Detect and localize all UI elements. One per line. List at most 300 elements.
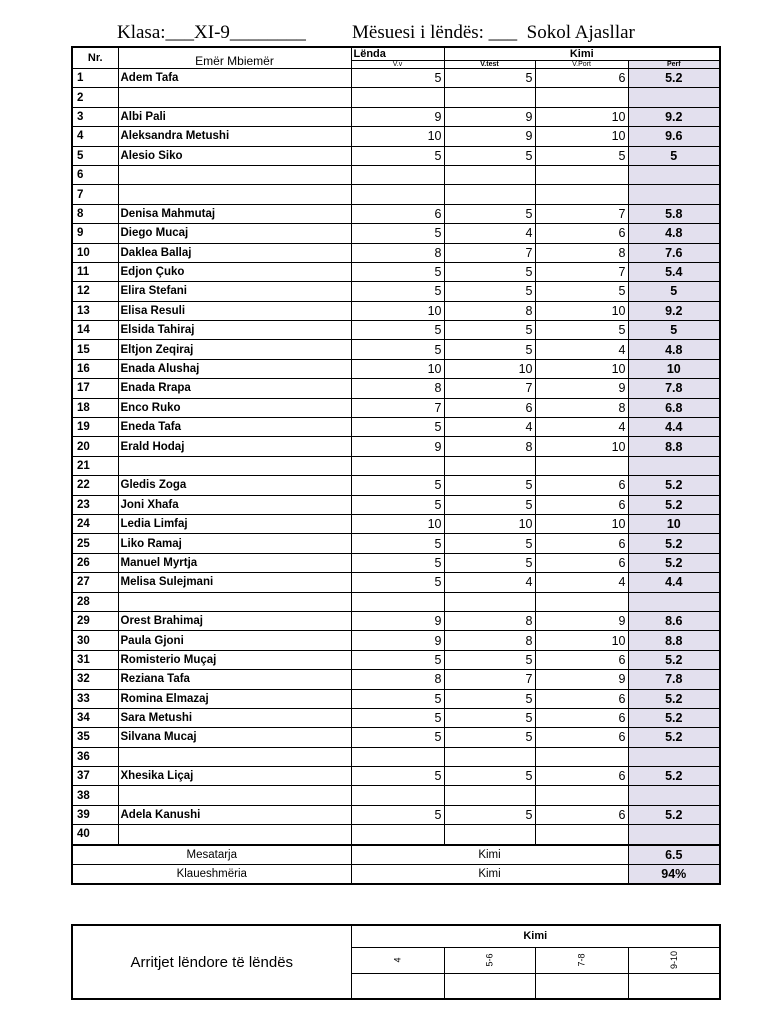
grade-vv: 5 xyxy=(351,573,444,592)
table-row xyxy=(72,282,720,301)
table-row xyxy=(72,476,720,495)
grade-vport xyxy=(535,88,628,107)
student-name: Enco Ruko xyxy=(118,398,351,417)
grade-vport: 6 xyxy=(535,689,628,708)
grade-vtest: 5 xyxy=(444,650,535,669)
student-number: 39 xyxy=(72,805,118,824)
grade-vtest xyxy=(444,88,535,107)
grade-vtest xyxy=(444,786,535,805)
grade-vtest: 7 xyxy=(444,379,535,398)
nr-header: Nr. xyxy=(72,47,118,69)
grade-vtest: 5 xyxy=(444,708,535,727)
grade-vtest xyxy=(444,456,535,475)
grade-vtest: 4 xyxy=(444,573,535,592)
grade-vport: 6 xyxy=(535,224,628,243)
student-number: 37 xyxy=(72,767,118,786)
grade-perf xyxy=(628,747,720,766)
student-name: Edjon Çuko xyxy=(118,262,351,281)
grade-perf: 8.8 xyxy=(628,437,720,456)
student-number: 5 xyxy=(72,146,118,165)
summary-value: 94% xyxy=(628,865,720,885)
student-number: 33 xyxy=(72,689,118,708)
grade-vv: 8 xyxy=(351,379,444,398)
summary-label: Mesatarja xyxy=(72,845,351,865)
grade-vv: 5 xyxy=(351,282,444,301)
grade-perf xyxy=(628,185,720,204)
student-number: 34 xyxy=(72,708,118,727)
grade-perf: 8.6 xyxy=(628,611,720,630)
student-name xyxy=(118,456,351,475)
student-number: 2 xyxy=(72,88,118,107)
student-name: Denisa Mahmutaj xyxy=(118,204,351,223)
grade-vtest: 5 xyxy=(444,553,535,572)
student-name: Enada Rrapa xyxy=(118,379,351,398)
student-number: 32 xyxy=(72,670,118,689)
grade-vport: 6 xyxy=(535,728,628,747)
grade-vtest: 10 xyxy=(444,359,535,378)
achievements-title: Arritjet lëndore të lëndës xyxy=(72,925,351,999)
student-number: 36 xyxy=(72,747,118,766)
student-number: 40 xyxy=(72,825,118,845)
table-row xyxy=(72,127,720,146)
student-number: 6 xyxy=(72,165,118,184)
grade-vport: 10 xyxy=(535,107,628,126)
student-name: Xhesika Liçaj xyxy=(118,767,351,786)
table-row xyxy=(72,224,720,243)
grade-vport xyxy=(535,456,628,475)
grade-vport: 9 xyxy=(535,379,628,398)
grade-perf: 5 xyxy=(628,282,720,301)
student-name: Diego Mucaj xyxy=(118,224,351,243)
lenda-header: Lënda xyxy=(351,47,444,61)
student-number: 9 xyxy=(72,224,118,243)
grade-perf: 9.6 xyxy=(628,127,720,146)
student-name: Silvana Mucaj xyxy=(118,728,351,747)
grade-vv: 9 xyxy=(351,631,444,650)
grades-table xyxy=(71,46,721,885)
grade-vtest: 5 xyxy=(444,495,535,514)
grade-perf: 5 xyxy=(628,146,720,165)
student-name: Elsida Tahiraj xyxy=(118,321,351,340)
grade-vtest: 9 xyxy=(444,127,535,146)
grade-perf: 5.2 xyxy=(628,728,720,747)
grade-vport: 6 xyxy=(535,553,628,572)
subject-header: Kimi xyxy=(444,47,720,61)
grade-vtest xyxy=(444,165,535,184)
grade-perf: 5.2 xyxy=(628,553,720,572)
table-row xyxy=(72,379,720,398)
grade-vport: 10 xyxy=(535,359,628,378)
grade-vv: 8 xyxy=(351,670,444,689)
grade-vv: 9 xyxy=(351,611,444,630)
student-name: Daklea Ballaj xyxy=(118,243,351,262)
level-4: 4 xyxy=(351,947,444,973)
level-7-8: 7-8 xyxy=(535,947,628,973)
grade-vtest: 8 xyxy=(444,301,535,320)
student-name: Erald Hodaj xyxy=(118,437,351,456)
grade-vport: 5 xyxy=(535,282,628,301)
grade-vport: 8 xyxy=(535,398,628,417)
student-name: Aleksandra Metushi xyxy=(118,127,351,146)
grade-perf: 4.4 xyxy=(628,573,720,592)
student-number: 11 xyxy=(72,262,118,281)
table-row xyxy=(72,185,720,204)
grade-vport: 5 xyxy=(535,146,628,165)
table-row xyxy=(72,398,720,417)
grade-perf: 5.2 xyxy=(628,534,720,553)
student-name: Adem Tafa xyxy=(118,69,351,88)
student-number: 18 xyxy=(72,398,118,417)
student-name xyxy=(118,88,351,107)
grade-vport xyxy=(535,825,628,845)
grade-perf xyxy=(628,165,720,184)
grade-vtest: 5 xyxy=(444,476,535,495)
table-row xyxy=(72,321,720,340)
grade-vport xyxy=(535,185,628,204)
student-number: 16 xyxy=(72,359,118,378)
grade-vport: 7 xyxy=(535,262,628,281)
grade-vport: 8 xyxy=(535,243,628,262)
student-number: 1 xyxy=(72,69,118,88)
student-name: Eneda Tafa xyxy=(118,418,351,437)
student-name xyxy=(118,747,351,766)
col-vtest-header: V.test xyxy=(444,61,535,69)
grade-vport: 6 xyxy=(535,767,628,786)
grade-vv: 5 xyxy=(351,69,444,88)
student-number: 30 xyxy=(72,631,118,650)
grade-perf: 4.8 xyxy=(628,224,720,243)
grade-vtest: 4 xyxy=(444,418,535,437)
summary-label: Klaueshmëria xyxy=(72,865,351,885)
grade-vtest: 5 xyxy=(444,204,535,223)
student-name: Romisterio Muçaj xyxy=(118,650,351,669)
table-row xyxy=(72,165,720,184)
grade-perf: 5.2 xyxy=(628,708,720,727)
table-row xyxy=(72,359,720,378)
table-row xyxy=(72,650,720,669)
grade-vv: 5 xyxy=(351,224,444,243)
student-name: Melisa Sulejmani xyxy=(118,573,351,592)
grade-vv: 5 xyxy=(351,650,444,669)
grade-vport: 6 xyxy=(535,708,628,727)
student-name: Adela Kanushi xyxy=(118,805,351,824)
grade-perf: 5.2 xyxy=(628,495,720,514)
table-row xyxy=(72,262,720,281)
grade-perf xyxy=(628,456,720,475)
student-number: 28 xyxy=(72,592,118,611)
grade-vport: 6 xyxy=(535,650,628,669)
table-row xyxy=(72,340,720,359)
summary-subject: Kimi xyxy=(351,845,628,865)
achievements-subject: Kimi xyxy=(351,925,720,947)
achievements-table xyxy=(71,924,721,1000)
grade-perf: 4.4 xyxy=(628,418,720,437)
grade-vtest: 6 xyxy=(444,398,535,417)
grade-vtest xyxy=(444,592,535,611)
grade-perf: 5.2 xyxy=(628,689,720,708)
grade-vv xyxy=(351,165,444,184)
col-perf-header: Perf xyxy=(628,61,720,69)
grade-perf: 5.8 xyxy=(628,204,720,223)
grade-vv: 5 xyxy=(351,262,444,281)
grade-vv: 8 xyxy=(351,243,444,262)
table-row xyxy=(72,631,720,650)
student-name: Alesio Siko xyxy=(118,146,351,165)
summary-row xyxy=(72,865,720,885)
grade-vport xyxy=(535,786,628,805)
table-row xyxy=(72,747,720,766)
grade-perf: 7.6 xyxy=(628,243,720,262)
level-7-8-value xyxy=(535,973,628,999)
grade-vtest: 5 xyxy=(444,282,535,301)
grade-vport: 9 xyxy=(535,670,628,689)
grade-vv: 7 xyxy=(351,398,444,417)
table-row xyxy=(72,611,720,630)
grade-vtest: 8 xyxy=(444,611,535,630)
teacher-label: Mësuesi i lëndës: ___ Sokol Ajasllar xyxy=(352,22,635,43)
grade-vport: 10 xyxy=(535,437,628,456)
grade-vport: 7 xyxy=(535,204,628,223)
table-row xyxy=(72,69,720,88)
table-row xyxy=(72,88,720,107)
grade-vport: 9 xyxy=(535,611,628,630)
table-row xyxy=(72,495,720,514)
student-name xyxy=(118,165,351,184)
level-5-6: 5-6 xyxy=(444,947,535,973)
grade-vv: 5 xyxy=(351,689,444,708)
grade-perf: 5.2 xyxy=(628,69,720,88)
grade-vv: 5 xyxy=(351,805,444,824)
student-number: 8 xyxy=(72,204,118,223)
grade-perf xyxy=(628,592,720,611)
grade-vport: 10 xyxy=(535,301,628,320)
grade-perf: 5.2 xyxy=(628,650,720,669)
grade-vv xyxy=(351,747,444,766)
table-row xyxy=(72,437,720,456)
student-name: Reziana Tafa xyxy=(118,670,351,689)
grade-perf: 5.4 xyxy=(628,262,720,281)
grade-vtest: 8 xyxy=(444,437,535,456)
student-name: Elira Stefani xyxy=(118,282,351,301)
col-vport-header: V.Port xyxy=(535,61,628,69)
student-number: 22 xyxy=(72,476,118,495)
grade-vv xyxy=(351,825,444,845)
grade-vv: 5 xyxy=(351,321,444,340)
grade-vv: 10 xyxy=(351,301,444,320)
table-row xyxy=(72,107,720,126)
student-name: Elisa Resuli xyxy=(118,301,351,320)
table-row xyxy=(72,243,720,262)
student-name: Manuel Myrtja xyxy=(118,553,351,572)
grade-perf xyxy=(628,825,720,845)
table-row xyxy=(72,146,720,165)
grade-perf: 8.8 xyxy=(628,631,720,650)
grade-vv: 5 xyxy=(351,553,444,572)
student-number: 38 xyxy=(72,786,118,805)
grade-vport: 6 xyxy=(535,69,628,88)
grade-vv xyxy=(351,185,444,204)
student-name: Gledis Zoga xyxy=(118,476,351,495)
grade-vv: 5 xyxy=(351,418,444,437)
student-name: Ledia Limfaj xyxy=(118,514,351,533)
grade-vport: 4 xyxy=(535,418,628,437)
grade-vtest: 5 xyxy=(444,321,535,340)
grade-vport: 10 xyxy=(535,514,628,533)
table-row xyxy=(72,786,720,805)
col-vv-header: V.v xyxy=(351,61,444,69)
grade-vv xyxy=(351,456,444,475)
table-row xyxy=(72,553,720,572)
student-number: 4 xyxy=(72,127,118,146)
student-number: 21 xyxy=(72,456,118,475)
student-name: Albi Pali xyxy=(118,107,351,126)
grade-vv: 10 xyxy=(351,127,444,146)
grade-vtest: 4 xyxy=(444,224,535,243)
student-name: Joni Xhafa xyxy=(118,495,351,514)
grade-perf: 6.8 xyxy=(628,398,720,417)
grade-vport xyxy=(535,592,628,611)
table-row xyxy=(72,456,720,475)
student-number: 15 xyxy=(72,340,118,359)
grade-vtest: 5 xyxy=(444,805,535,824)
student-name: Enada Alushaj xyxy=(118,359,351,378)
grade-vv: 5 xyxy=(351,495,444,514)
grade-vtest: 10 xyxy=(444,514,535,533)
table-row xyxy=(72,573,720,592)
grade-vtest: 5 xyxy=(444,262,535,281)
grade-vtest: 8 xyxy=(444,631,535,650)
summary-value: 6.5 xyxy=(628,845,720,865)
grade-perf xyxy=(628,88,720,107)
level-9-10: 9-10 xyxy=(628,947,720,973)
grade-vport: 10 xyxy=(535,127,628,146)
grade-perf: 9.2 xyxy=(628,107,720,126)
table-row xyxy=(72,728,720,747)
student-name xyxy=(118,185,351,204)
student-number: 26 xyxy=(72,553,118,572)
student-number: 20 xyxy=(72,437,118,456)
grade-vport: 6 xyxy=(535,476,628,495)
grade-vv: 9 xyxy=(351,437,444,456)
grade-vport: 6 xyxy=(535,534,628,553)
table-row xyxy=(72,670,720,689)
student-number: 13 xyxy=(72,301,118,320)
summary-row xyxy=(72,845,720,865)
class-label: Klasa:___XI-9________ xyxy=(117,22,306,43)
grade-vv: 6 xyxy=(351,204,444,223)
student-number: 23 xyxy=(72,495,118,514)
name-header: Emër Mbiemër xyxy=(118,47,351,69)
grade-vv: 5 xyxy=(351,708,444,727)
student-name xyxy=(118,786,351,805)
grade-vtest xyxy=(444,747,535,766)
student-name: Paula Gjoni xyxy=(118,631,351,650)
grade-perf: 7.8 xyxy=(628,379,720,398)
grade-vport: 5 xyxy=(535,321,628,340)
grade-vv xyxy=(351,592,444,611)
grade-vv: 9 xyxy=(351,107,444,126)
student-number: 25 xyxy=(72,534,118,553)
grade-vtest xyxy=(444,825,535,845)
grade-vv: 5 xyxy=(351,728,444,747)
student-number: 10 xyxy=(72,243,118,262)
table-row xyxy=(72,767,720,786)
grade-perf: 5.2 xyxy=(628,767,720,786)
grade-vv: 5 xyxy=(351,146,444,165)
student-name: Sara Metushi xyxy=(118,708,351,727)
grade-vtest: 7 xyxy=(444,243,535,262)
grade-vport: 10 xyxy=(535,631,628,650)
student-number: 29 xyxy=(72,611,118,630)
student-number: 19 xyxy=(72,418,118,437)
grade-perf: 10 xyxy=(628,514,720,533)
grade-vport: 6 xyxy=(535,495,628,514)
table-row xyxy=(72,689,720,708)
table-row xyxy=(72,825,720,845)
grade-perf: 4.8 xyxy=(628,340,720,359)
grade-vtest: 9 xyxy=(444,107,535,126)
student-number: 27 xyxy=(72,573,118,592)
grade-vtest xyxy=(444,185,535,204)
summary-subject: Kimi xyxy=(351,865,628,885)
grade-vv: 5 xyxy=(351,340,444,359)
grade-vv: 5 xyxy=(351,534,444,553)
grade-perf: 5 xyxy=(628,321,720,340)
student-name: Romina Elmazaj xyxy=(118,689,351,708)
grade-vtest: 5 xyxy=(444,728,535,747)
student-number: 31 xyxy=(72,650,118,669)
grade-vv: 5 xyxy=(351,476,444,495)
grade-vtest: 7 xyxy=(444,670,535,689)
student-name xyxy=(118,825,351,845)
grade-vv: 5 xyxy=(351,767,444,786)
grade-vv xyxy=(351,88,444,107)
student-name: Eltjon Zeqiraj xyxy=(118,340,351,359)
student-number: 35 xyxy=(72,728,118,747)
student-number: 17 xyxy=(72,379,118,398)
grade-vtest: 5 xyxy=(444,146,535,165)
grade-vtest: 5 xyxy=(444,689,535,708)
student-name: Orest Brahimaj xyxy=(118,611,351,630)
grade-vtest: 5 xyxy=(444,340,535,359)
table-row xyxy=(72,592,720,611)
grade-vport: 4 xyxy=(535,340,628,359)
table-row xyxy=(72,534,720,553)
grade-vtest: 5 xyxy=(444,767,535,786)
grade-vport xyxy=(535,747,628,766)
table-row xyxy=(72,514,720,533)
student-number: 14 xyxy=(72,321,118,340)
grade-perf: 10 xyxy=(628,359,720,378)
grade-vtest: 5 xyxy=(444,69,535,88)
student-name: Liko Ramaj xyxy=(118,534,351,553)
table-row xyxy=(72,805,720,824)
student-name xyxy=(118,592,351,611)
grade-vport xyxy=(535,165,628,184)
grade-vport: 6 xyxy=(535,805,628,824)
grade-vv: 10 xyxy=(351,514,444,533)
student-number: 12 xyxy=(72,282,118,301)
grade-perf: 5.2 xyxy=(628,805,720,824)
grade-perf: 5.2 xyxy=(628,476,720,495)
grade-perf xyxy=(628,786,720,805)
grade-vtest: 5 xyxy=(444,534,535,553)
grade-perf: 7.8 xyxy=(628,670,720,689)
table-row xyxy=(72,301,720,320)
table-row xyxy=(72,708,720,727)
level-9-10-value xyxy=(628,973,720,999)
grade-vv: 10 xyxy=(351,359,444,378)
